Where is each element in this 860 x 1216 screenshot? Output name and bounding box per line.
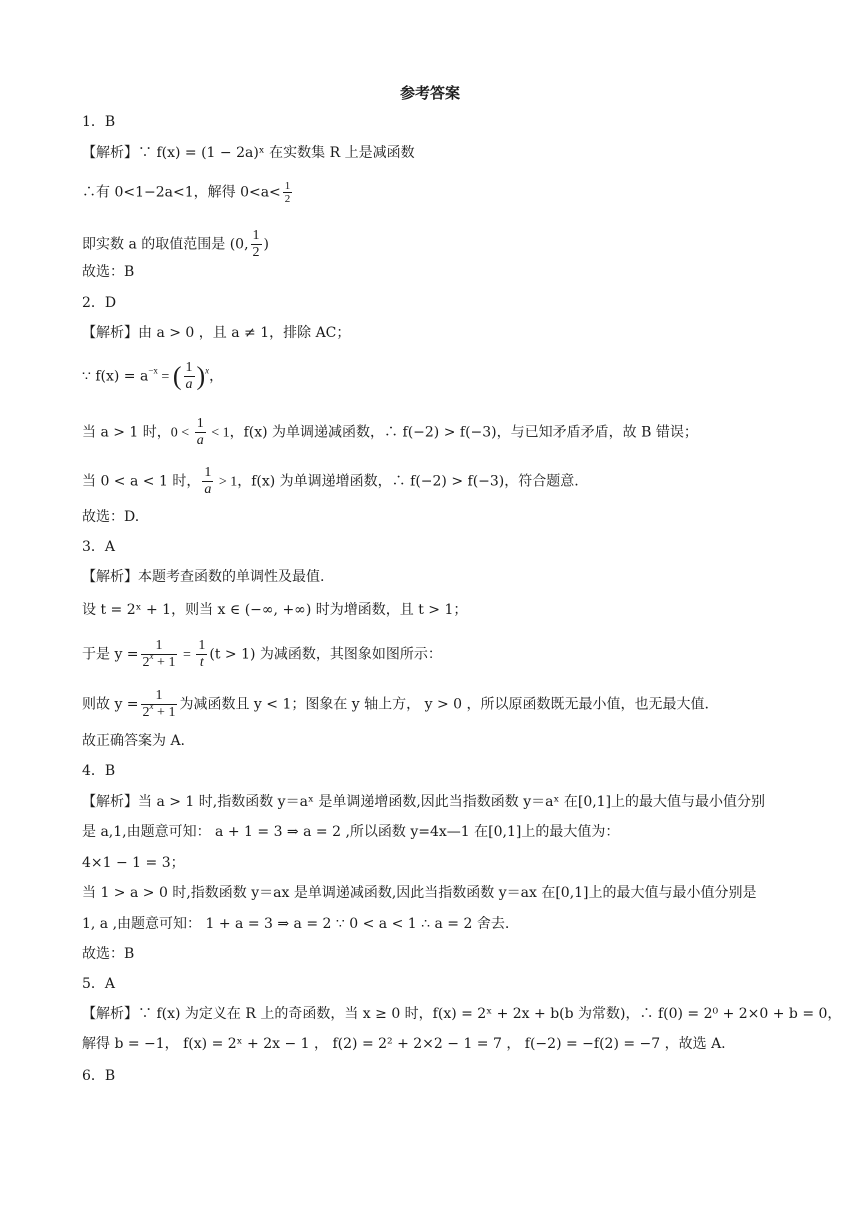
q3-line3-pre: 于是 y = [82, 646, 139, 663]
q3-line4-tail: 为减函数且 y < 1；图象在 y 轴上方， y > 0 ，所以原函数既无最小值，也无最大值. [179, 696, 709, 713]
q2-fraction-1-over-a: $\frac{1}{a}$ [185, 360, 193, 392]
q1-line3-tail: ) [263, 236, 269, 253]
q6-answer: 6．B [82, 1068, 116, 1084]
q2-fraction-1-over-a-3: $\frac{1}{a}$ [204, 465, 212, 497]
q1-explanation-line2 [82, 180, 294, 205]
q3-fraction-main-2: $\frac{1}{2^x + 1}$ [142, 688, 176, 720]
q4-explanation-line2: 是 a,1,由题意可知： a + 1 = 3 ⇒ a = 2 ,所以函数 y=4x—1 在[0,1]上的最大值为： [82, 824, 620, 840]
q1-line2-text: ∴有 0<1−2a<1，解得 0<a< [82, 184, 281, 201]
q1-answer: 1．B [82, 114, 116, 130]
q2-line4-pre: 当 0 < a < 1 时， [82, 473, 201, 490]
q1-explanation-line3 [82, 228, 269, 261]
q1-line3-text: 即实数 a 的取值范围是 (0, [82, 236, 249, 253]
q3-fraction-1-over-t: $\frac{1}{t}$ [198, 638, 206, 670]
q2-line3-tail: ，f(x) 为单调递减函数，∴ f(−2) > f(−3)，与已知矛盾矛盾，故 B 错误； [229, 424, 698, 441]
q4-answer: 4．B [82, 763, 116, 779]
q3-line3-tail: (t > 1) 为减函数，其图象如图所示： [209, 646, 442, 663]
q3-line4-pre: 则故 y = [82, 696, 139, 713]
q1-fraction-half: $\frac{1}{2}$ [284, 180, 291, 205]
q3-choice: 故正确答案为 A. [82, 733, 186, 749]
q5-explanation-line2: 解得 b = −1， f(x) = 2ˣ + 2x − 1 ， f(2) = 2² + 2×2 − 1 = 7 ， f(−2) = −f(2) = −7 ，故选 A. [82, 1036, 726, 1052]
q1-explanation-line1: 【解析】∵ f(x) = (1 − 2a)ˣ 在实数集 R 上是减函数 [82, 145, 415, 161]
q1-range-fraction: $\frac{1}{2}$ [252, 228, 260, 260]
q4-choice: 故选：B [82, 946, 135, 962]
q2-answer: 2．D [82, 295, 117, 311]
q3-explanation-line2: 设 t = 2ˣ + 1，则当 x ∈ (−∞, +∞) 时为增函数，且 t > 1； [82, 602, 468, 618]
q1-choice: 故选：B [82, 264, 135, 280]
q2-explanation-line3: 当 a > 1 时，0 < $\frac{1}{a}$ < 1，f(x) 为单调递减函数，∴ f(−2) > f(−3)，与已知矛盾矛盾，故 B 错误； [82, 416, 698, 448]
page-title: 参考答案 [399, 84, 460, 102]
q2-explanation-line2: ∵ $f(x) = a^{-x}$ = ( $\frac{1}{a}$ )$^x$， [82, 360, 224, 392]
q2-line3-pre: 当 a > 1 时， [82, 424, 171, 441]
q2-fraction-1-over-a-2: $\frac{1}{a}$ [196, 416, 204, 448]
q5-explanation-line1: 【解析】∵ f(x) 为定义在 R 上的奇函数，当 x ≥ 0 时，f(x) = 2ˣ + 2x + b(b 为常数)，∴ f(0) = 2⁰ + 2×0 + b = 0， [82, 1006, 842, 1022]
q3-explanation-line1: 【解析】本题考查函数的单调性及最值. [82, 569, 325, 585]
q3-explanation-line3: 于是 y = $\frac{1}{2^x + 1}$ = $\frac{1}{t}$ (t > 1) 为减函数，其图象如图所示： [82, 638, 442, 670]
q4-explanation-line3: 4×1 − 1 = 3； [82, 855, 185, 871]
q2-explanation-line4: 当 0 < a < 1 时， $\frac{1}{a}$ > 1，f(x) 为单调递增函数，∴ f(−2) > f(−3)，符合题意. [82, 465, 579, 497]
q2-line2-text: ∵ f(x) = a [82, 368, 149, 385]
q5-answer: 5．A [82, 976, 116, 992]
q4-explanation-line4: 当 1 > a > 0 时,指数函数 y＝ax 是单调递减函数,因此当指数函数 y＝ax 在[0,1]上的最大值与最小值分别是 [82, 885, 757, 901]
q2-explanation-line1: 【解析】由 a > 0 ，且 a ≠ 1，排除 AC； [82, 325, 351, 341]
q3-answer: 3．A [82, 539, 116, 555]
q3-fraction-main: $\frac{1}{2^x + 1}$ [142, 638, 176, 670]
q4-explanation-line5: 1, a ,由题意可知： 1 + a = 3 ⇒ a = 2 ∵ 0 < a < 1 ∴ a = 2 舍去. [82, 916, 510, 932]
q2-choice: 故选：D. [82, 509, 140, 525]
q2-line4-tail: ，f(x) 为单调递增函数，∴ f(−2) > f(−3)，符合题意. [237, 473, 579, 490]
q4-explanation-line1: 【解析】当 a > 1 时,指数函数 y＝aˣ 是单调递增函数,因此当指数函数 y＝aˣ 在[0,1]上的最大值与最小值分别 [82, 794, 766, 810]
q3-explanation-line4 [82, 688, 709, 721]
